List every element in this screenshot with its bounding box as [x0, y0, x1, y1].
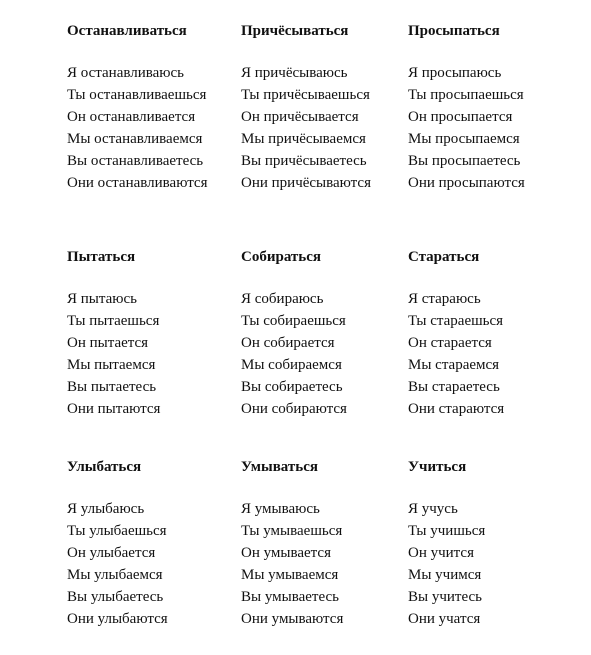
- conjugation-line: Ты умываешься: [241, 523, 343, 539]
- conjugation-line: Мы причёсываемся: [241, 131, 366, 147]
- conjugation-list: [408, 62, 588, 194]
- conjugation-list: [408, 498, 588, 630]
- conjugation-line: Ты стараешься: [408, 313, 504, 329]
- conjugation-line: Вы просыпаетесь: [408, 153, 521, 169]
- verb-block-uchitsya: [408, 458, 588, 630]
- conjugation-line: Ты пытаешься: [67, 313, 160, 329]
- conjugation-line: Мы пытаемся: [67, 357, 156, 373]
- verb-title: Собираться: [241, 249, 322, 265]
- verb-title: Останавливаться: [67, 23, 187, 39]
- conjugation-line: Он останавливается: [67, 109, 196, 125]
- verb-block-umyvatsya: [241, 458, 421, 630]
- conjugation-line: Он собирается: [241, 335, 335, 351]
- conjugation-line: Мы собираемся: [241, 357, 342, 373]
- verb-block-prosypatsya: [408, 22, 588, 194]
- conjugation-line: Вы улыбаетесь: [67, 589, 164, 605]
- conjugation-line: Вы собираетесь: [241, 379, 343, 395]
- conjugation-line: Мы останавливаемся: [67, 131, 203, 147]
- conjugation-line: Они просыпаются: [408, 175, 525, 191]
- conjugation-line: Они стараются: [408, 401, 505, 417]
- conjugation-line: Они пытаются: [67, 401, 161, 417]
- conjugation-line: Мы улыбаемся: [67, 567, 163, 583]
- conjugation-list: [67, 288, 247, 420]
- verb-title: Улыбаться: [67, 459, 142, 475]
- conjugation-line: Я останавливаюсь: [67, 65, 185, 81]
- conjugation-line: Я собираюсь: [241, 291, 324, 307]
- verb-title: Причёсываться: [241, 23, 349, 39]
- conjugation-line: Он старается: [408, 335, 492, 351]
- conjugation-line: Вы учитесь: [408, 589, 482, 605]
- conjugation-line: Я учусь: [408, 501, 458, 517]
- conjugation-list: [241, 62, 421, 194]
- conjugation-line: Ты учишься: [408, 523, 486, 539]
- conjugation-line: Вы причёсываетесь: [241, 153, 367, 169]
- conjugation-line: Вы стараетесь: [408, 379, 500, 395]
- conjugation-line: Мы учимся: [408, 567, 482, 583]
- conjugation-line: Вы пытаетесь: [67, 379, 157, 395]
- conjugation-line: Вы умываетесь: [241, 589, 339, 605]
- conjugation-list: [241, 498, 421, 630]
- conjugation-line: Ты собираешься: [241, 313, 346, 329]
- conjugation-line: Они останавливаются: [67, 175, 208, 191]
- conjugation-line: Ты просыпаешься: [408, 87, 524, 103]
- conjugation-line: Мы стараемся: [408, 357, 500, 373]
- verb-title: Стараться: [408, 249, 480, 265]
- verb-block-ulybatsya: [67, 458, 247, 630]
- conjugation-line: Ты улыбаешься: [67, 523, 167, 539]
- conjugation-line: Мы умываемся: [241, 567, 339, 583]
- conjugation-line: Я улыбаюсь: [67, 501, 145, 517]
- conjugation-line: Вы останавливаетесь: [67, 153, 204, 169]
- conjugation-line: Он улыбается: [67, 545, 156, 561]
- conjugation-line: Они собираются: [241, 401, 347, 417]
- conjugation-line: Я пытаюсь: [67, 291, 137, 307]
- conjugation-list: [408, 288, 588, 420]
- conjugation-line: Они учатся: [408, 611, 481, 627]
- conjugation-line: Я умываюсь: [241, 501, 320, 517]
- conjugation-line: Они причёсываются: [241, 175, 371, 191]
- conjugation-line: Мы просыпаемся: [408, 131, 520, 147]
- conjugation-line: Я причёсываюсь: [241, 65, 348, 81]
- verb-title: Просыпаться: [408, 23, 500, 39]
- verb-title: Учиться: [408, 459, 467, 475]
- conjugation-list: [67, 62, 247, 194]
- verb-block-staratsya: [408, 248, 588, 420]
- conjugation-line: Ты останавливаешься: [67, 87, 207, 103]
- conjugation-line: Он умывается: [241, 545, 331, 561]
- conjugation-line: Они умываются: [241, 611, 344, 627]
- conjugation-line: Он причёсывается: [241, 109, 359, 125]
- verb-title: Умываться: [241, 459, 318, 475]
- verb-block-sobiratsya: [241, 248, 421, 420]
- conjugation-line: Ты причёсываешься: [241, 87, 370, 103]
- verb-block-pytatsya: [67, 248, 247, 420]
- conjugation-line: Я просыпаюсь: [408, 65, 502, 81]
- verb-block-prichesyvatsya: [241, 22, 421, 194]
- conjugation-line: Они улыбаются: [67, 611, 168, 627]
- conjugation-list: [241, 288, 421, 420]
- conjugation-line: Он просыпается: [408, 109, 513, 125]
- conjugation-line: Он учится: [408, 545, 474, 561]
- conjugation-line: Я стараюсь: [408, 291, 481, 307]
- conjugation-list: [67, 498, 247, 630]
- verb-title: Пытаться: [67, 249, 136, 265]
- verb-block-ostanavlivatsya: [67, 22, 247, 194]
- conjugation-line: Он пытается: [67, 335, 149, 351]
